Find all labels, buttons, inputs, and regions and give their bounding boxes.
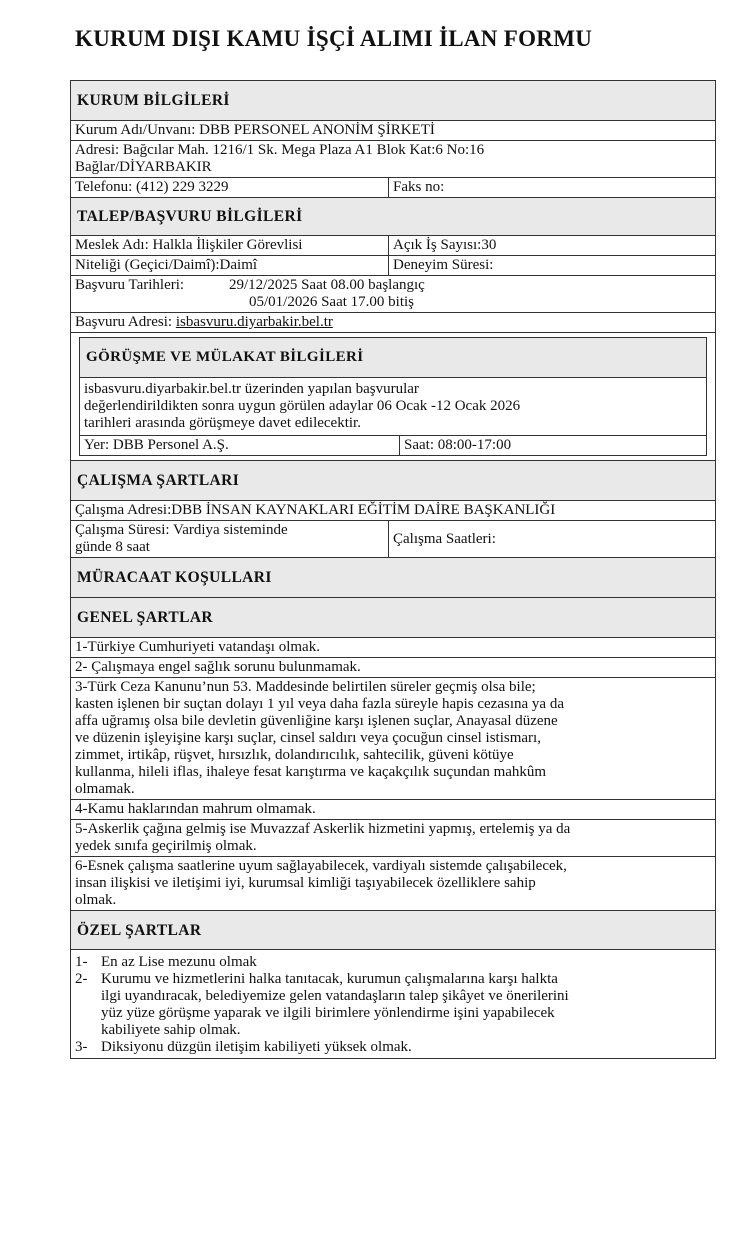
talep-tarihler [71,276,715,313]
announcement-form [70,80,716,1059]
form-title: KURUM DIŞI KAMU İŞÇİ ALIMI İLAN FORMU [75,26,593,51]
talep-deneyim: Deneyim Süresi: [393,257,494,273]
talep-tarih-values [229,277,425,311]
genel-condition-line: affa uğramış olsa bile devletin güvenliğine karşı işlenen suçlar, Anayasal düzene [75,713,558,729]
talep-basvuru-adresi [71,313,715,333]
ozel-conditions-list [71,950,715,1058]
kurum-adi: Kurum Adı/Unvanı: DBB PERSONEL ANONİM ŞİRKETİ [71,121,715,141]
talep-acik-is: Açık İş Sayısı:30 [393,237,497,253]
genel-condition-line: olmamak. [75,781,135,797]
basvuru-adres-label: Başvuru Adresi: [75,314,176,330]
calisma-adres: Çalışma Adresi:DBB İNSAN KAYNAKLARI EĞİTİM DAİRE BAŞKANLIĞI [71,501,715,521]
ozel-condition-line: ilgi uyandıracak, belediyemize gelen vatandaşların talep şikâyet ve önerilerini [101,988,569,1004]
gorusme-box [79,337,707,456]
ozel-condition-number: 2- [75,971,88,987]
genel-condition-item [71,820,715,857]
section-gorusme-header: GÖRÜŞME VE MÜLAKAT BİLGİLERİ [80,338,706,378]
talep-nitelik: Niteliği (Geçici/Daimî):Daimî [71,256,389,275]
genel-conditions-list [71,638,715,910]
gorusme-text-line-1: isbasvuru.diyarbakir.bel.tr üzerinden yapılan başvurular [84,381,419,397]
kurum-telefon: Telefonu: (412) 229 3229 [71,178,389,197]
basvuru-adres-link[interactable]: isbasvuru.diyarbakir.bel.tr [175,314,333,330]
ozel-condition-item [75,971,711,1039]
ozel-condition-line: En az Lise mezunu olmak [101,954,257,970]
section-calisma-header: ÇALIŞMA ŞARTLARI [71,461,715,501]
genel-condition-line: insan ilişkisi ve iletişimi iyi, kurumsal kimliği taşıyabilecek özelliklere sahip [75,875,536,891]
genel-condition-item [71,800,715,820]
genel-condition-item [71,638,715,658]
talep-tarih-baslangic: 29/12/2025 Saat 08.00 başlangıç [229,277,425,293]
gorusme-saat: Saat: 08:00-17:00 [404,437,512,453]
genel-condition-line: kullanma, hileli iflas, ihaleye fesat karıştırma ve kaçakçılık suçundan mahkûm [75,764,547,780]
calisma-sure-line-2: günde 8 saat [75,539,150,555]
talep-tarih-label: Başvuru Tarihleri: [75,277,185,293]
kurum-adres [71,141,715,178]
calisma-sure [71,521,389,557]
ozel-condition-number: 1- [75,954,88,970]
ozel-condition-text [101,954,257,971]
section-talep-header: TALEP/BAŞVURU BİLGİLERİ [71,198,715,236]
genel-condition-line: 3-Türk Ceza Kanunu’nun 53. Maddesinde belirtilen süreler geçmiş olsa bile; [75,679,536,695]
genel-condition-item [71,678,715,800]
gorusme-text-line-2: değerlendirildikten sonra uygun görülen adaylar 06 Ocak -12 Ocak 2026 [84,398,521,414]
genel-condition-line: kasten işlenen bir suçtan dolayı 1 yıl veya daha fazla süreyle hapis cezasına ya da [75,696,564,712]
section-kurum-header: KURUM BİLGİLERİ [71,81,715,121]
genel-condition-line: zimmet, irtikâp, rüşvet, hırsızlık, dolandırıcılık, sahtecilik, güveni kötüye [75,747,514,763]
genel-condition-line: 4-Kamu haklarından mahrum olmamak. [75,801,316,817]
genel-condition-line: 6-Esnek çalışma saatlerine uyum sağlayabilecek, vardiyalı sistemde çalışabilecek, [75,858,567,874]
talep-row-1 [71,236,715,256]
genel-condition-line: 1-Türkiye Cumhuriyeti vatandaşı olmak. [75,639,320,655]
calisma-saatleri: Çalışma Saatleri: [393,530,496,547]
ozel-condition-item [75,1039,711,1056]
talep-meslek: Meslek Adı: Halkla İlişkiler Görevlisi [71,236,389,255]
ozel-condition-text [101,971,569,1039]
section-genel-header: GENEL ŞARTLAR [71,598,715,638]
genel-condition-line: 5-Askerlik çağına gelmiş ise Muvazzaf Askerlik hizmetini yapmış, ertelemiş ya da [75,821,571,837]
genel-condition-line: yedek sınıfa geçirilmiş olmak. [75,838,257,854]
talep-row-2 [71,256,715,276]
genel-condition-line: olmak. [75,892,117,908]
calisma-sure-line-1: Çalışma Süresi: Vardiya sisteminde [75,522,288,538]
genel-condition-line: ve düzenin işleyişine karşı suçlar, cinsel saldırı veya çocuğun cinsel istismarı, [75,730,541,746]
ozel-condition-line: Diksiyonu düzgün iletişim kabiliyeti yüksek olmak. [101,1039,412,1055]
gorusme-text [80,378,706,436]
gorusme-yer-saat [80,436,706,455]
kurum-adres-line-1: Adresi: Bağcılar Mah. 1216/1 Sk. Mega Plaza A1 Blok Kat:6 No:16 [75,142,485,158]
gorusme-wrapper [71,337,715,461]
genel-condition-line: 2- Çalışmaya engel sağlık sorunu bulunmamak. [75,659,361,675]
calisma-sure-row [71,521,715,558]
ozel-condition-number: 3- [75,1039,88,1055]
section-ozel-header: ÖZEL ŞARTLAR [71,910,715,950]
section-muracaat-header: MÜRACAAT KOŞULLARI [71,558,715,598]
genel-condition-item [71,857,715,910]
kurum-faks: Faks no: [393,179,445,195]
gorusme-yer: Yer: DBB Personel A.Ş. [80,436,400,455]
talep-tarih-bitis: 05/01/2026 Saat 17.00 bitiş [249,294,414,310]
genel-condition-item [71,658,715,678]
ozel-condition-line: yüz yüze görüşme yaparak ve ilgili birimlere yönlendirme işini yapabilecek [101,1005,555,1021]
kurum-contact-row [71,178,715,198]
ozel-condition-line: kabiliyete sahip olmak. [101,1022,241,1038]
ozel-condition-item [75,954,711,971]
ozel-condition-text [101,1039,412,1056]
ozel-condition-line: Kurumu ve hizmetlerini halka tanıtacak, kurumun çalışmalarına karşı halkta [101,971,558,987]
gorusme-text-line-3: tarihleri arasında görüşmeye davet edilecektir. [84,415,361,431]
kurum-adres-line-2: Bağlar/DİYARBAKIR [75,159,212,175]
